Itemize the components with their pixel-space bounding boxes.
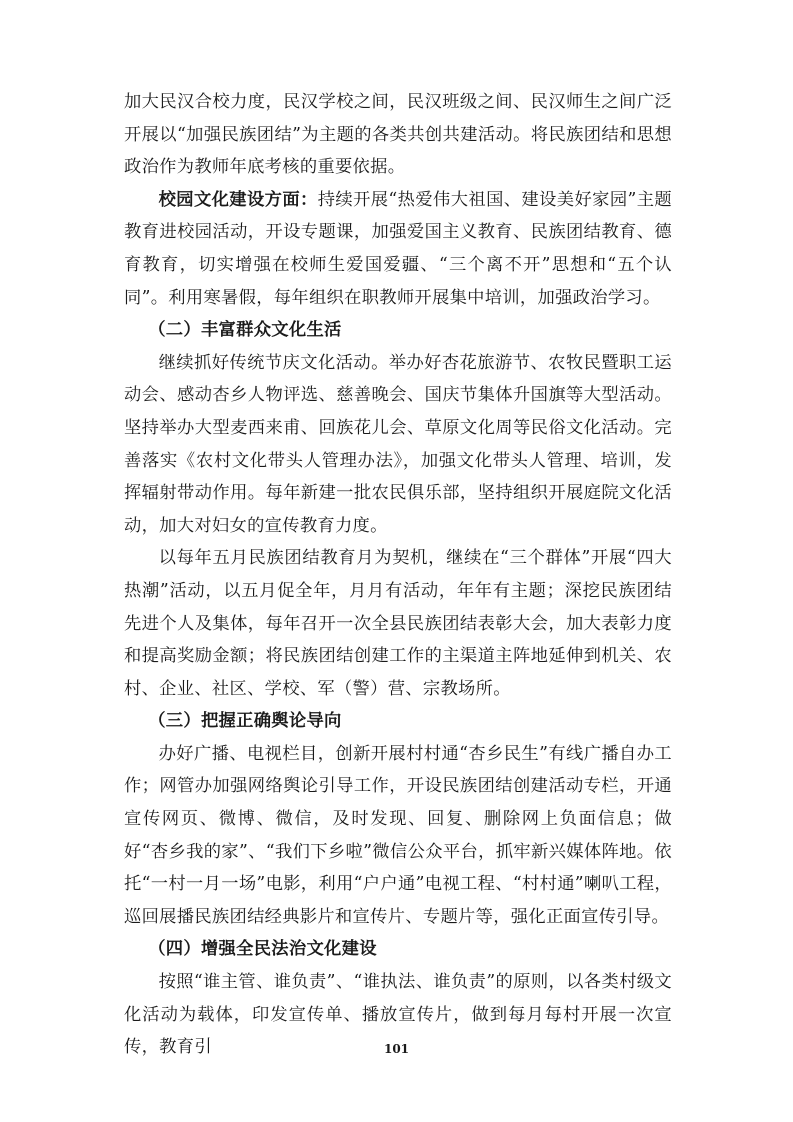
paragraph-lead-campus-culture: 校园文化建设方面： (158, 189, 318, 210)
paragraph-festival-activities: 继续抓好传统节庆文化活动。举办好杏花旅游节、农牧民暨职工运动会、感动杏乡人物评选、慈善晚会、国庆节集体升国旗等大型活动。坚持举办大型麦西来甫、回族花儿会、草原文化周等民俗文化活动。完善落实《农村文化带头人管理办法》，加强文化带头人管理、培训，发挥辐射带动作用。每年新建一批农民俱乐部，坚持组织开展庭院文化活动，加大对妇女的宣传教育力度。 (124, 352, 672, 536)
page-number: 101 (383, 1042, 410, 1056)
paragraph-media-guidance: 办好广播、电视栏目，创新开展村村通“杏乡民生”有线广播自办工作；网管办加强网络舆论引导工作，开设民族团结创建活动专栏，开通宣传网页、微博、微信，及时发现、回复、删除网上负面信息；做好“杏乡我的家”、“我们下乡啦”微信公众平台，抓牢新兴媒体阵地。依托“一村一月一场”电影，利用“户户通”电视工程、“村村通”喇叭工程，巡回展播民族团结经典影片和宣传片、专题片等，强化正面宣传引导。 (124, 743, 672, 927)
paragraph-text-campus-culture: 持续开展“热爱伟大祖国、建设美好家园”主题教育进校园活动，开设专题课，加强爱国主义教育、民族团结教育、德育教育，切实增强在校师生爱国爱疆、“三个离不开”思想和“五个认同”。利用寒暑假，每年组织在职教师开展集中培训，加强政治学习。 (124, 189, 672, 308)
document-body (124, 86, 672, 1064)
section-heading-3: （三）把握正确舆论导向 (148, 711, 342, 732)
section-heading-4: （四）增强全民法治文化建设 (148, 939, 377, 960)
paragraph-campus-culture (124, 184, 672, 314)
paragraph-unity-month: 以每年五月民族团结教育月为契机，继续在“三个群体”开展“四大热潮”活动，以五月促全年，月月有活动，年年有主题；深挖民族团结先进个人及集体，每年召开一次全县民族团结表彰大会，加大表彰力度和提高奖励金额；将民族团结创建工作的主渠道主阵地延伸到机关、农村、企业、社区、学校、军（警）营、宗教场所。 (124, 548, 672, 699)
section-heading-2: （二）丰富群众文化生活 (148, 320, 342, 341)
paragraph-intro: 加大民汉合校力度，民汉学校之间，民汉班级之间、民汉师生之间广泛开展以“加强民族团结”为主题的各类共创共建活动。将民族团结和思想政治作为教师年底考核的重要依据。 (124, 92, 672, 178)
paragraph-legal-culture: 按照“谁主管、谁负责”、“谁执法、谁负责”的原则，以各类村级文化活动为载体，印发宣传单、播放宣传片，做到每月每村开展一次宣传，教育引 (124, 972, 672, 1058)
